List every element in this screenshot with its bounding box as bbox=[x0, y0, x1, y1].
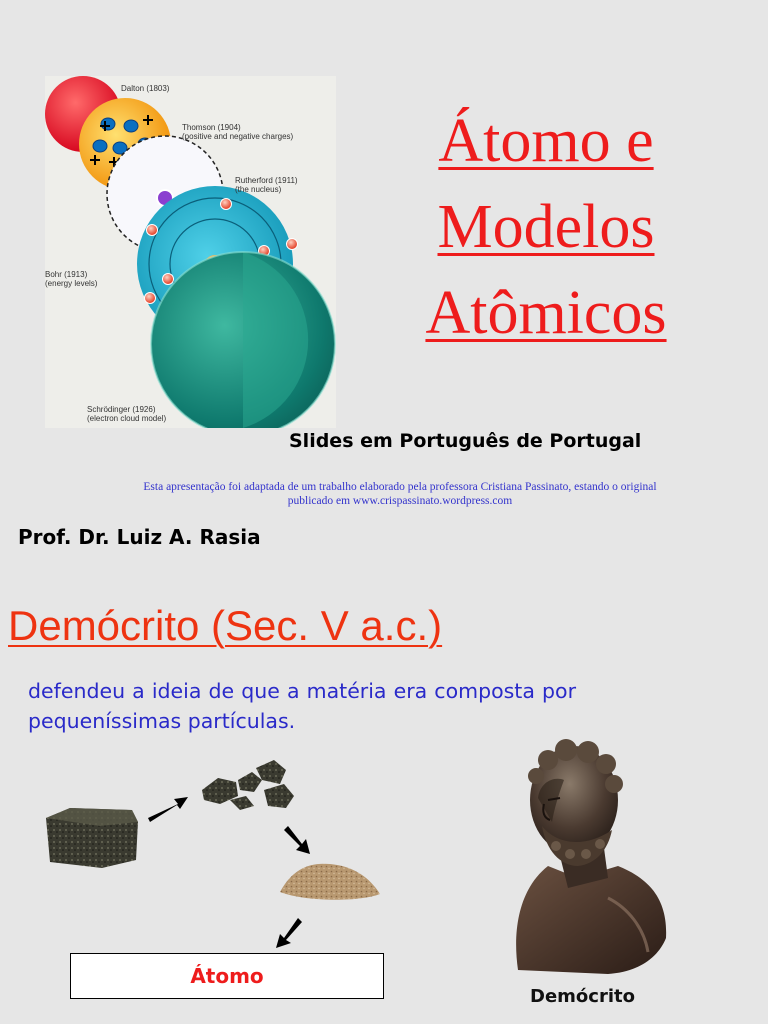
thomson-note: (positive and negative charges) bbox=[182, 132, 294, 141]
attribution-line-2: publicado em www.crispassinato.wordpress.com bbox=[287, 495, 513, 507]
thomson-label: Thomson (1904) bbox=[182, 123, 241, 132]
division-diagram bbox=[40, 750, 390, 960]
schrodinger-label: Schrödinger (1926) bbox=[87, 405, 156, 414]
portrait-caption: Demócrito bbox=[530, 986, 635, 1007]
title-line-1: Átomo e bbox=[438, 107, 654, 175]
arrow-right-up bbox=[148, 797, 188, 822]
matter-powder bbox=[280, 864, 380, 900]
subtitle: Slides em Português de Portugal bbox=[289, 430, 642, 452]
bohr-label: Bohr (1913) bbox=[45, 270, 88, 279]
atom-result-box bbox=[70, 953, 384, 999]
schrodinger-note: (electron cloud model) bbox=[87, 414, 167, 423]
section-description: defendeu a ideia de que a matéria era composta por pequeníssimas partículas. bbox=[28, 679, 576, 733]
page-title bbox=[360, 98, 732, 356]
atom-label: Átomo bbox=[190, 964, 264, 988]
matter-division-illustration bbox=[40, 750, 390, 960]
atomic-models-figure bbox=[45, 76, 336, 428]
rutherford-note: (the nucleus) bbox=[235, 185, 282, 194]
matter-block bbox=[46, 808, 138, 868]
rutherford-label: Rutherford (1911) bbox=[235, 176, 298, 185]
author-name: Prof. Dr. Luiz A. Rasia bbox=[18, 525, 261, 549]
democritus-bust-image bbox=[508, 738, 673, 978]
title-line-2: Modelos bbox=[437, 193, 655, 261]
attribution-note bbox=[90, 480, 710, 508]
bohr-note: (energy levels) bbox=[45, 279, 98, 288]
title-line-3: Atômicos bbox=[425, 279, 667, 347]
arrow-down-right bbox=[284, 826, 310, 854]
arrow-down-left bbox=[276, 918, 302, 948]
matter-pieces bbox=[202, 760, 294, 810]
attribution-line-1: Esta apresentação foi adaptada de um trabalho elaborado pela professora Cristiana Passinato, estando o original bbox=[143, 481, 657, 493]
dalton-label: Dalton (1803) bbox=[121, 84, 170, 93]
democritus-portrait bbox=[508, 738, 673, 978]
section-title: Demócrito (Sec. V a.c.) bbox=[8, 602, 443, 649]
